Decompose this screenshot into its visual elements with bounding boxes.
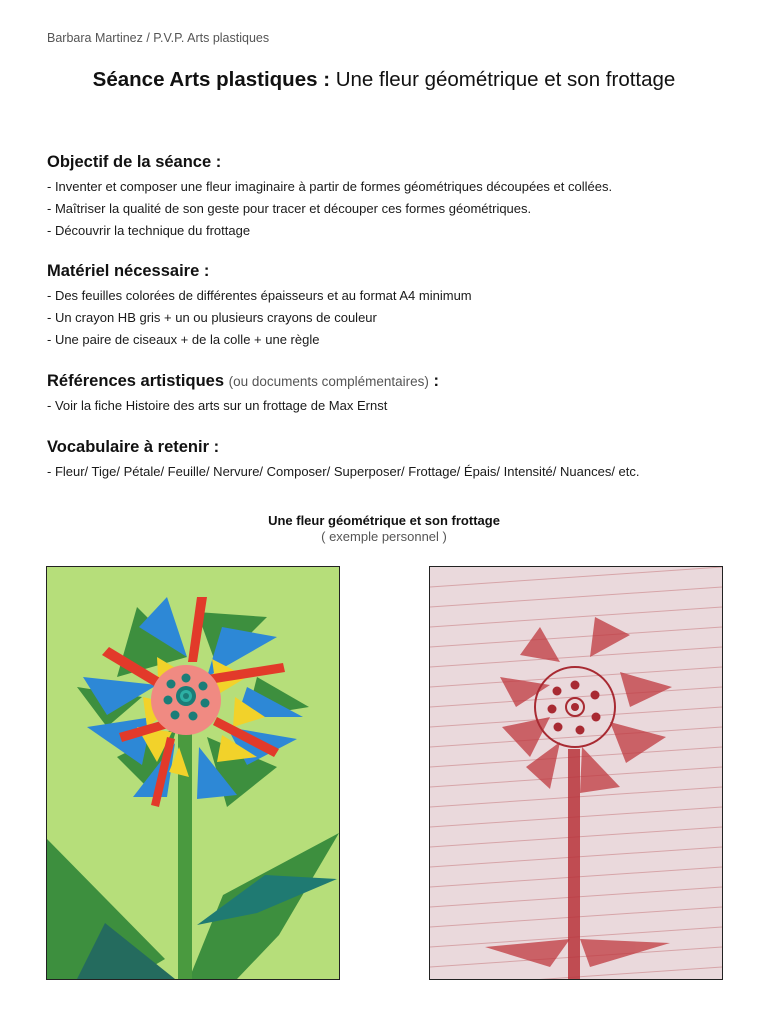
section-objectif	[47, 153, 737, 242]
list-item: - Des feuilles colorées de différentes épaisseurs et au format A4 minimum	[47, 288, 472, 303]
section-materiel	[47, 262, 737, 351]
references-list	[47, 395, 737, 417]
references-heading-colon: :	[428, 372, 440, 390]
objectif-list	[47, 176, 737, 242]
references-heading	[47, 372, 737, 391]
references-heading-paren: (ou documents complémentaires)	[228, 374, 429, 389]
figure-caption-subtitle: ( exemple personnel )	[321, 529, 447, 544]
references-heading-label: Références artistiques	[47, 372, 224, 390]
materiel-list	[47, 285, 737, 351]
collage-flower-illustration	[47, 567, 339, 979]
objectif-heading: Objectif de la séance :	[47, 153, 222, 171]
title-rest: Une fleur géométrique et son frottage	[330, 68, 676, 91]
materiel-heading: Matériel nécessaire :	[47, 262, 210, 280]
figure-caption-title: Une fleur géométrique et son frottage	[268, 513, 500, 528]
vocabulaire-heading: Vocabulaire à retenir :	[47, 438, 220, 456]
list-item: - Une paire de ciseaux + de la colle + une règle	[47, 332, 320, 347]
list-item: - Voir la fiche Histoire des arts sur un frottage de Max Ernst	[47, 398, 388, 413]
list-item: - Fleur/ Tige/ Pétale/ Feuille/ Nervure/ Composer/ Superposer/ Frottage/ Épais/ Intensité/ Nuances/ etc.	[47, 464, 640, 479]
list-item: - Inventer et composer une fleur imaginaire à partir de formes géométriques découpées et collées.	[47, 179, 613, 194]
rubbing-flower-photo	[429, 566, 723, 980]
page-title	[0, 68, 768, 92]
figure-caption	[0, 513, 768, 544]
vocabulaire-list	[47, 461, 737, 483]
section-vocabulaire	[47, 438, 737, 483]
list-item: - Un crayon HB gris + un ou plusieurs crayons de couleur	[47, 310, 377, 325]
section-references	[47, 372, 737, 417]
title-prefix: Séance Arts plastiques :	[92, 68, 331, 91]
list-item: - Découvrir la technique du frottage	[47, 223, 251, 238]
header-author: Barbara Martinez / P.V.P. Arts plastiques	[47, 31, 270, 45]
list-item: - Maîtriser la qualité de son geste pour tracer et découper ces formes géométriques.	[47, 201, 532, 216]
rubbing-flower-illustration	[430, 567, 722, 979]
collage-flower-photo	[46, 566, 340, 980]
